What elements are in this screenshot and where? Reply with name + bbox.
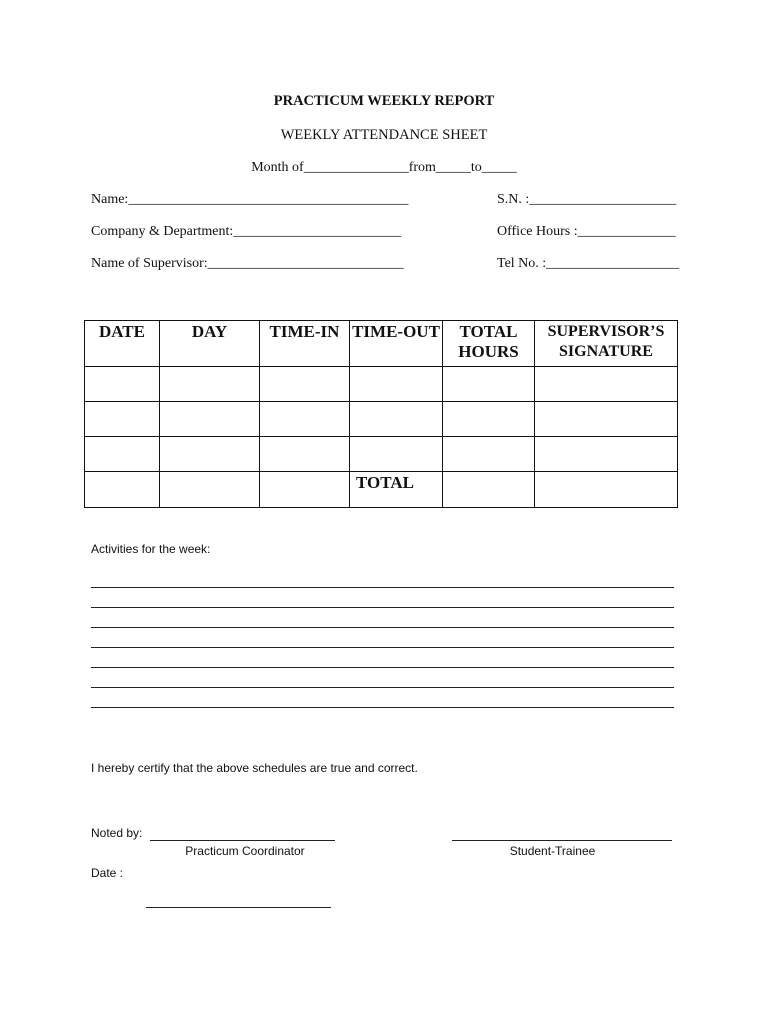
table-row [85,367,678,402]
total-label: TOTAL [350,472,443,508]
name-field[interactable]: Name:________________________________________ [91,192,409,207]
table-row [85,402,678,437]
date-label: Date : [91,866,124,880]
trainee-signature-line[interactable] [452,840,672,841]
activity-line[interactable] [91,607,674,608]
table-cell[interactable] [535,437,678,472]
page-title: PRACTICUM WEEKLY REPORT [273,93,495,109]
activity-line[interactable] [91,587,674,588]
sn-field[interactable]: S.N. :_____________________ [497,192,677,207]
table-cell[interactable] [350,367,443,402]
header-supervisor-signature: SUPERVISOR’S SIGNATURE [535,321,678,367]
table-cell[interactable] [443,367,535,402]
table-cell[interactable] [443,402,535,437]
header-date: DATE [85,321,160,367]
certification-statement: I hereby certify that the above schedules are true and correct. [91,761,418,775]
table-cell[interactable] [160,437,260,472]
table-cell[interactable] [260,437,350,472]
attendance-table [84,320,678,508]
activity-line[interactable] [91,667,674,668]
noted-by-label: Noted by: [91,826,143,840]
table-cell[interactable] [535,472,678,508]
coordinator-signature-line[interactable] [150,840,335,841]
table-cell[interactable] [85,367,160,402]
table-cell[interactable] [85,437,160,472]
date-signature-line[interactable] [146,907,331,908]
trainee-role-label: Student-Trainee [509,844,596,858]
table-cell[interactable] [535,402,678,437]
tel-field[interactable]: Tel No. :___________________ [497,256,680,271]
month-line: Month of_______________from_____to_____ [251,160,517,175]
table-cell[interactable] [160,472,260,508]
header-time-out: TIME-OUT [350,321,443,367]
table-cell[interactable] [260,402,350,437]
table-cell[interactable] [85,402,160,437]
coordinator-role-label: Practicum Coordinator [185,844,305,858]
table-row [85,437,678,472]
table-cell[interactable] [85,472,160,508]
activities-label: Activities for the week: [91,542,211,556]
table-total-row [85,472,678,508]
company-department-field[interactable]: Company & Department:________________________ [91,224,402,239]
office-hours-field[interactable]: Office Hours :______________ [497,224,676,239]
activity-line[interactable] [91,647,674,648]
table-cell[interactable] [443,437,535,472]
table-cell[interactable] [260,367,350,402]
activity-line[interactable] [91,627,674,628]
table-header-row [85,321,678,367]
activity-line[interactable] [91,687,674,688]
header-day: DAY [160,321,260,367]
header-time-in: TIME-IN [260,321,350,367]
sheet-subtitle: WEEKLY ATTENDANCE SHEET [280,127,488,143]
supervisor-name-field[interactable]: Name of Supervisor:____________________________ [91,256,404,271]
table-cell[interactable] [350,437,443,472]
header-total-hours: TOTAL HOURS [443,321,535,367]
table-cell[interactable] [260,472,350,508]
table-cell[interactable] [535,367,678,402]
total-hours-cell[interactable] [443,472,535,508]
activity-line[interactable] [91,707,674,708]
table-cell[interactable] [160,402,260,437]
table-cell[interactable] [160,367,260,402]
table-cell[interactable] [350,402,443,437]
